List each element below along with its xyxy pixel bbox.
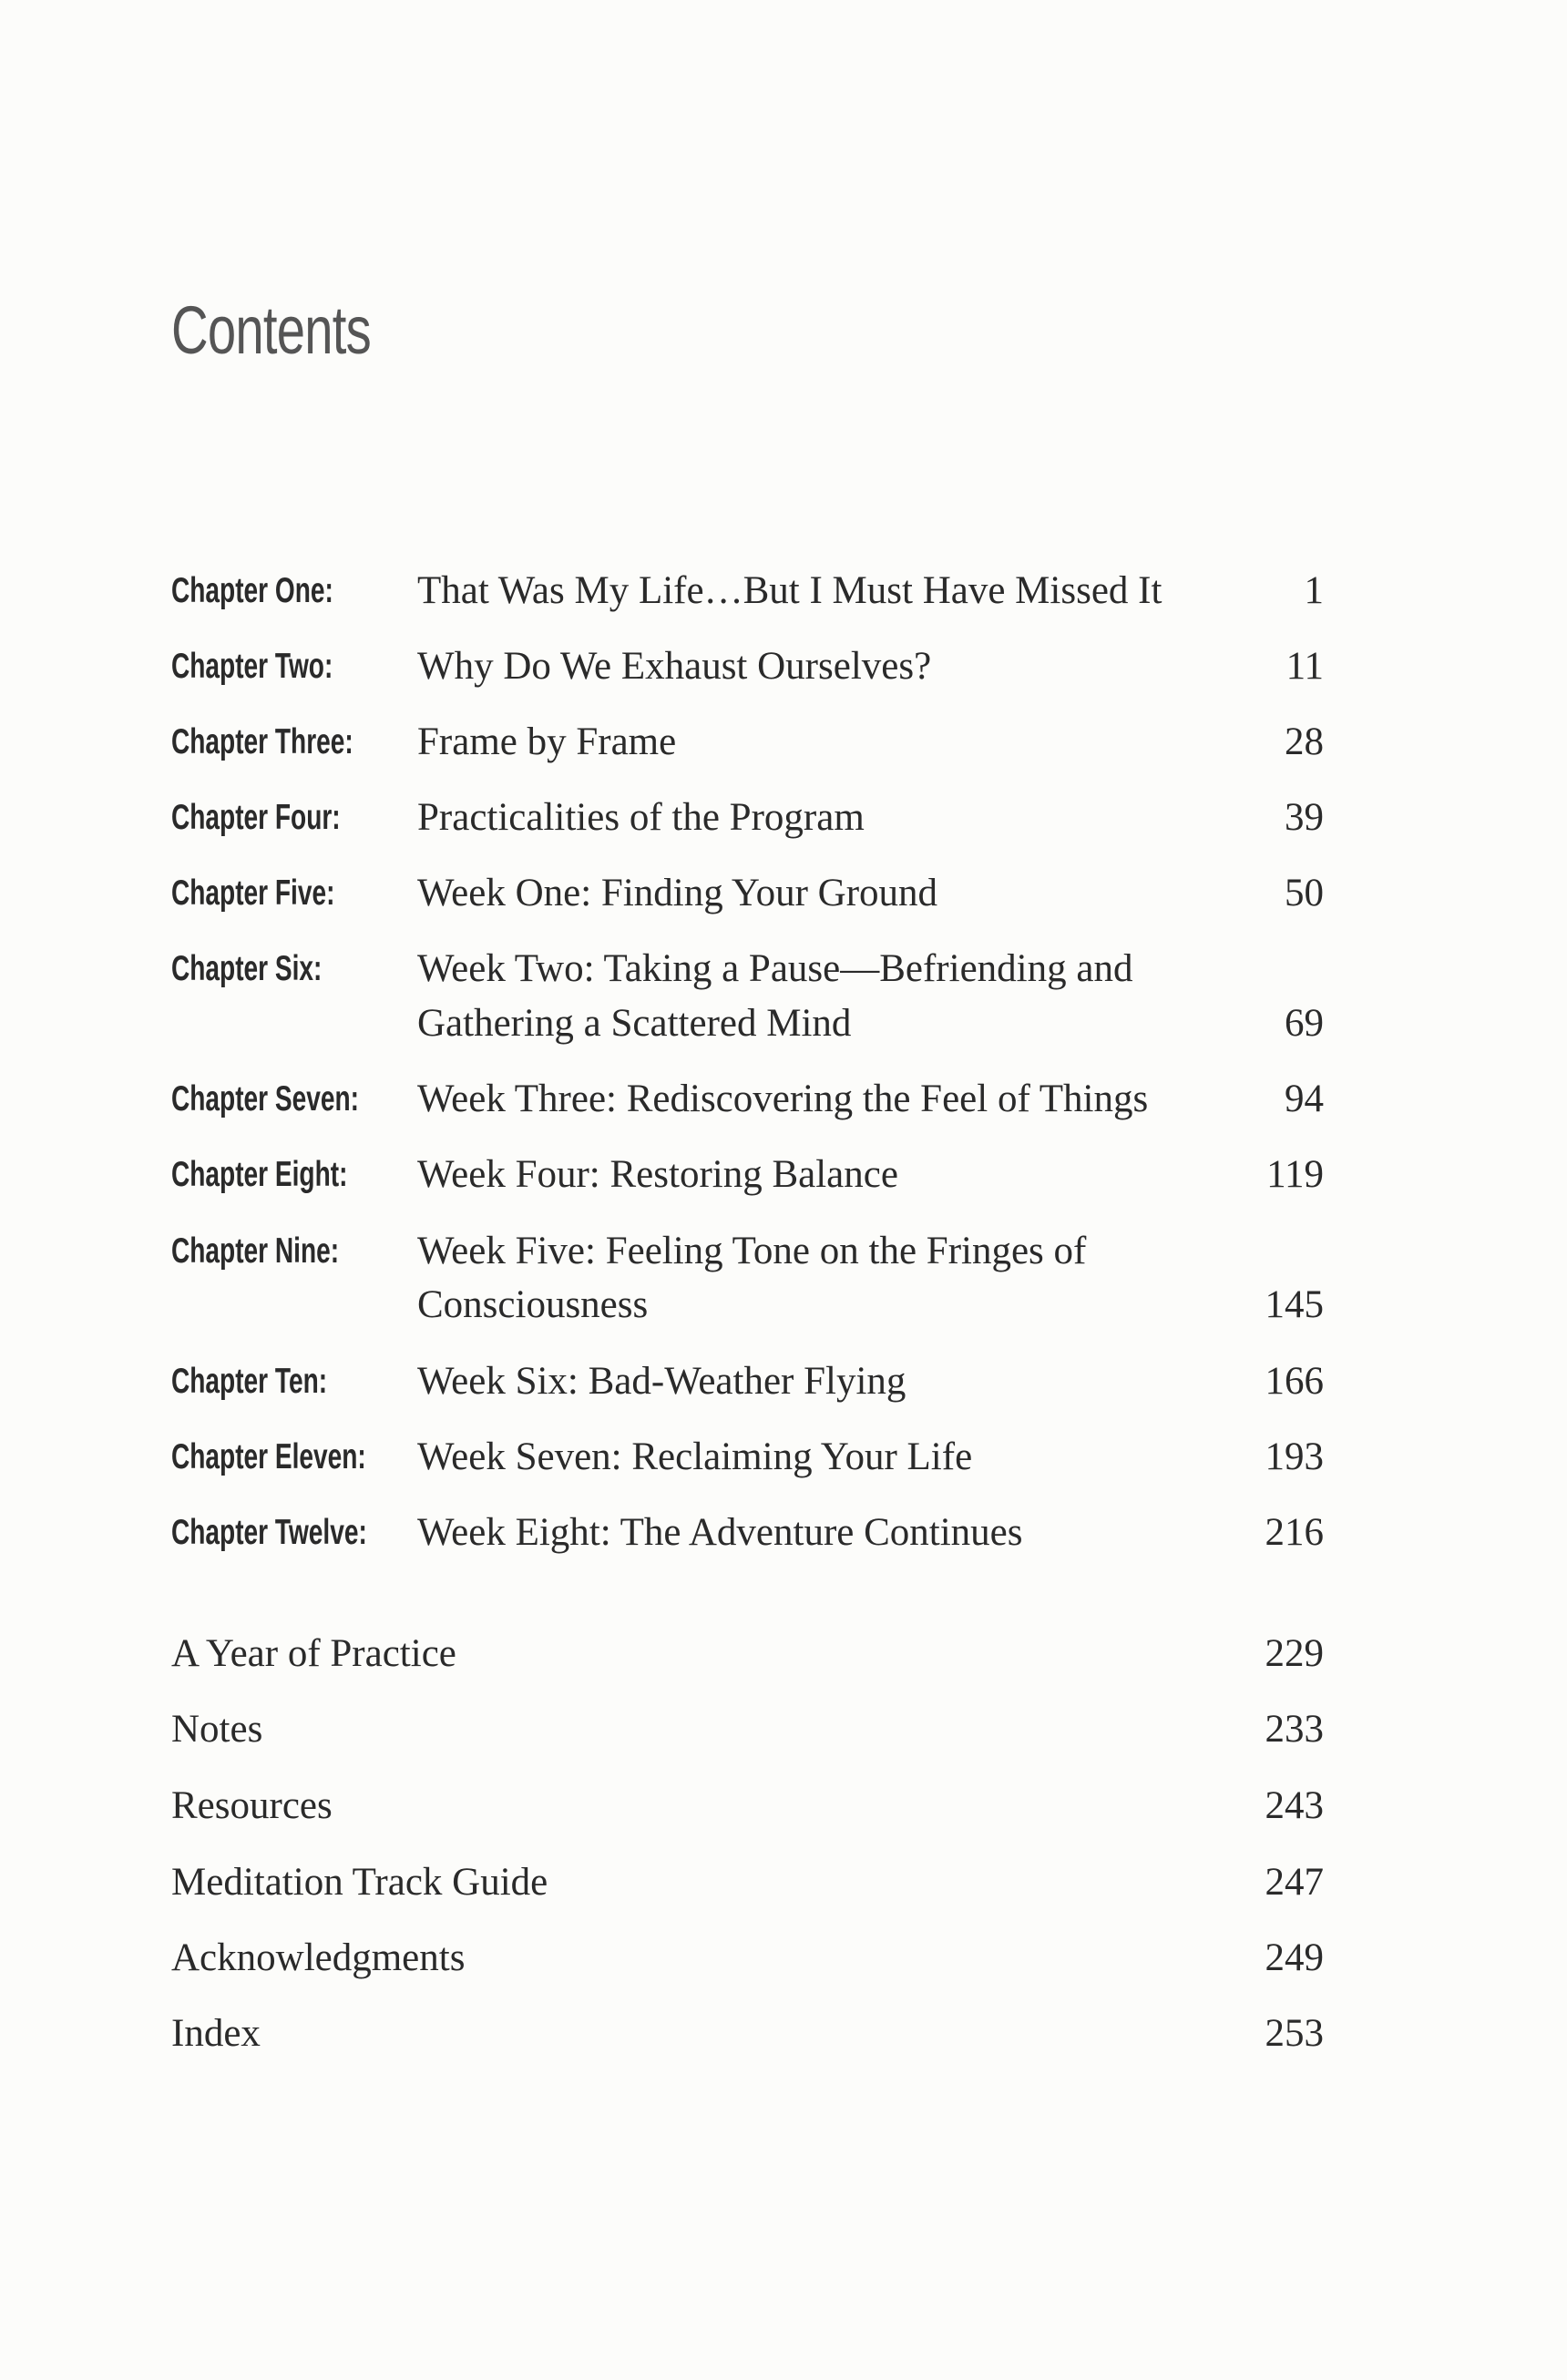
- toc-entry: [171, 1354, 1324, 1409]
- toc-entry: [171, 564, 1324, 618]
- chapter-title: Week Six: Bad-Weather Flying: [417, 1360, 906, 1403]
- page-number: 28: [1285, 720, 1324, 763]
- chapter-title: Week One: Finding Your Ground: [417, 872, 938, 914]
- chapter-label: Chapter Six:: [171, 949, 323, 988]
- toc-entry: [171, 1072, 1324, 1127]
- toc-entry: [171, 1855, 1324, 1910]
- chapter-title: Week Seven: Reclaiming Your Life: [417, 1435, 973, 1478]
- toc-entry: [171, 715, 1324, 770]
- page-number: 253: [1265, 2012, 1324, 2055]
- page-number: 243: [1265, 1784, 1324, 1827]
- toc-entry: [171, 639, 1324, 694]
- chapter-title-line2: Consciousness: [417, 1283, 649, 1326]
- section-title: Index: [171, 2012, 261, 2055]
- section-title: A Year of Practice: [171, 1632, 456, 1675]
- page-number: 229: [1265, 1632, 1324, 1675]
- toc-entry: [171, 2007, 1324, 2061]
- toc-entry: [171, 1627, 1324, 1681]
- chapter-label: Chapter Three:: [171, 722, 353, 761]
- chapter-label: Chapter Nine:: [171, 1231, 340, 1271]
- page-title: Contents: [171, 292, 372, 368]
- toc-entry: [171, 1224, 1324, 1279]
- chapter-label: Chapter Eight:: [171, 1155, 348, 1194]
- toc-entry: [171, 1506, 1324, 1560]
- page-number: 145: [1265, 1283, 1324, 1326]
- page-number: 11: [1285, 645, 1324, 688]
- chapter-label: Chapter One:: [171, 571, 333, 610]
- page-number: 193: [1265, 1435, 1324, 1478]
- chapter-title: Why Do We Exhaust Ourselves?: [417, 645, 932, 688]
- page-number: 233: [1265, 1708, 1324, 1751]
- chapter-title: Practicalities of the Program: [417, 796, 865, 839]
- page-number: 50: [1285, 872, 1324, 914]
- page-number: 216: [1265, 1511, 1324, 1554]
- page-number: 94: [1285, 1078, 1324, 1120]
- chapter-label: Chapter Two:: [171, 647, 333, 686]
- chapter-title-line2: Gathering a Scattered Mind: [417, 1002, 852, 1045]
- toc-entry: [171, 866, 1324, 921]
- toc-entry: [171, 791, 1324, 845]
- chapter-title: Week Eight: The Adventure Continues: [417, 1511, 1023, 1554]
- chapter-label: Chapter Ten:: [171, 1362, 328, 1401]
- chapter-title: Week Four: Restoring Balance: [417, 1153, 898, 1196]
- page-number: 119: [1266, 1153, 1324, 1196]
- page-number: 249: [1265, 1936, 1324, 1979]
- chapter-label: Chapter Seven:: [171, 1079, 359, 1118]
- chapter-label: Chapter Eleven:: [171, 1437, 366, 1476]
- section-title: Notes: [171, 1708, 263, 1751]
- toc-entry: [171, 1702, 1324, 1757]
- toc-entry-continued: [171, 1278, 1324, 1333]
- toc-entry: [171, 1430, 1324, 1485]
- section-title: Acknowledgments: [171, 1936, 466, 1979]
- toc-entry: [171, 1779, 1324, 1834]
- chapter-title: Frame by Frame: [417, 720, 677, 763]
- chapter-title: Week Five: Feeling Tone on the Fringes of: [417, 1230, 1087, 1272]
- chapter-label: Chapter Four:: [171, 798, 341, 837]
- toc-entry-continued: [171, 996, 1324, 1051]
- page-number: 166: [1265, 1360, 1324, 1403]
- chapter-title: Week Two: Taking a Pause—Befriending and: [417, 947, 1133, 990]
- toc-entry: [171, 1931, 1324, 1986]
- chapter-label: Chapter Five:: [171, 873, 335, 913]
- toc-entry: [171, 942, 1324, 996]
- page-number: 39: [1285, 796, 1324, 839]
- section-title: Resources: [171, 1784, 333, 1827]
- section-title: Meditation Track Guide: [171, 1861, 548, 1904]
- chapter-title: Week Three: Rediscovering the Feel of Things: [417, 1078, 1149, 1120]
- chapter-title: That Was My Life…But I Must Have Missed It: [417, 569, 1162, 612]
- page-number: 69: [1285, 1002, 1324, 1045]
- page-number: 247: [1265, 1861, 1324, 1904]
- chapter-label: Chapter Twelve:: [171, 1513, 367, 1552]
- page-number: 1: [1304, 569, 1324, 612]
- toc-entry: [171, 1148, 1324, 1202]
